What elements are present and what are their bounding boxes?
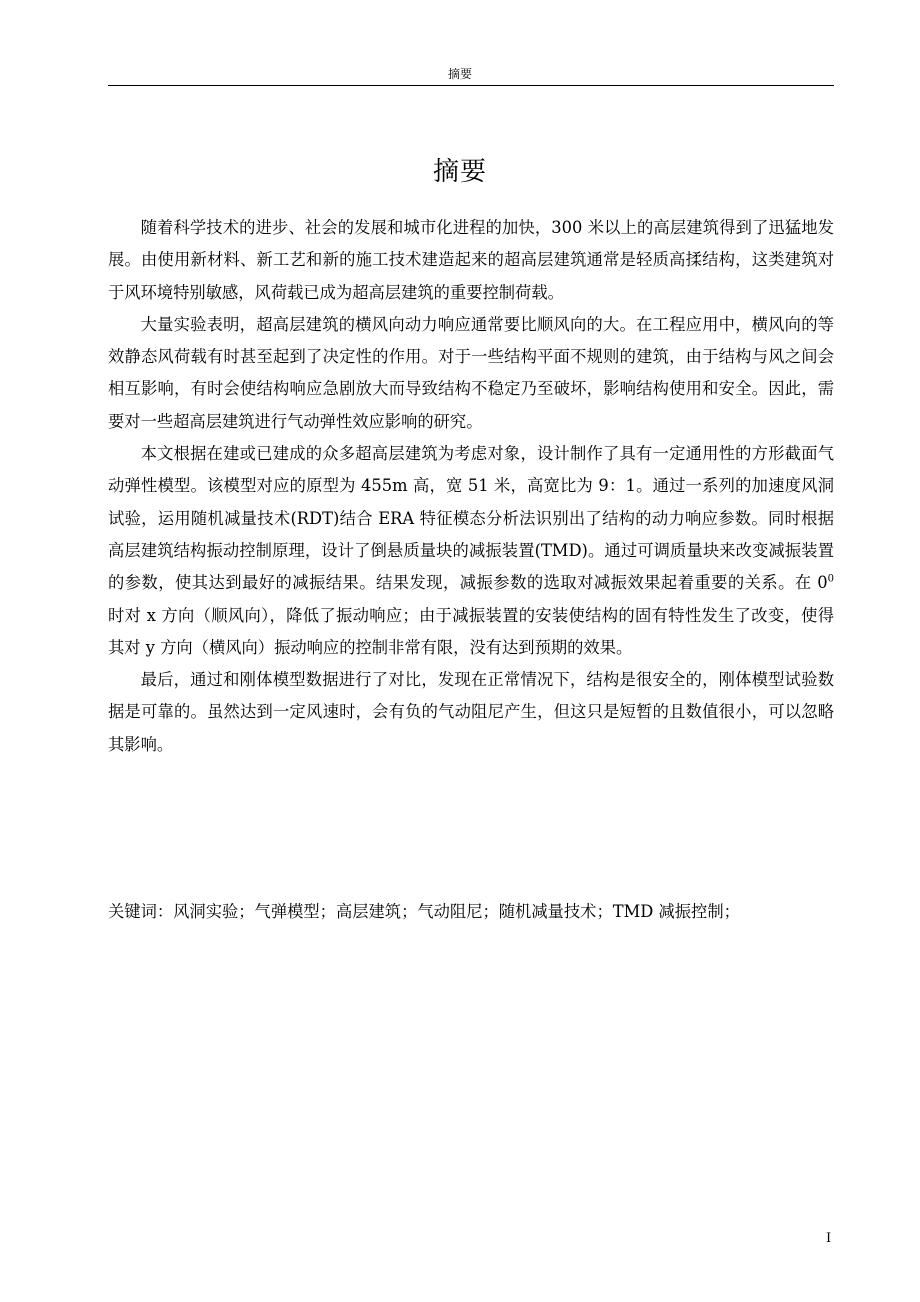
paragraph-3 <box>108 438 834 664</box>
paragraph-3-part-1: 本文根据在建或已建成的众多超高层建筑为考虑对象，设计制作了具有一定通用性的方形截面气动弹性模型。该模型对应的原型为 455m 高，宽 51 米，高宽比为 9：1。通过一系列的加速度风洞试验，运用随机减量技术(RDT)结合 ERA 特征模态分析法识别出了结构的动力响应参数。同时根据高层建筑结构振动控制原理，设计了倒悬质量块的减振装置(TMD)。通过可调质量块来改变减振装置的参数，使其达到最好的减振结果。结果发现，减振参数的选取对减振效果起着重要的关系。在 0 <box>108 444 834 593</box>
page-number: I <box>826 1231 832 1246</box>
degree-superscript: 0 <box>827 573 834 585</box>
keywords-line: 关键词：风洞实验；气弹模型；高层建筑；气动阻尼；随机减量技术；TMD 减振控制； <box>108 902 740 921</box>
header-rule <box>108 85 834 86</box>
paragraph-1: 随着科学技术的进步、社会的发展和城市化进程的加快，300 米以上的高层建筑得到了迅猛地发展。由使用新材料、新工艺和新的施工技术建造起来的超高层建筑通常是轻质高揉结构，这类建筑对于风环境特别敏感，风荷载已成为超高层建筑的重要控制荷载。 <box>108 218 834 302</box>
paragraph-4: 最后，通过和刚体模型数据进行了对比，发现在正常情况下，结构是很安全的，刚体模型试验数据是可靠的。虽然达到一定风速时，会有负的气动阻尼产生，但这只是短暂的且数值很小，可以忽略其影响。 <box>108 670 834 754</box>
running-header: 摘要 <box>447 67 472 81</box>
abstract-body <box>108 212 834 761</box>
paragraph-3-part-2: 时对 x 方向（顺风向），降低了振动响应；由于减振装置的安装使结构的固有特性发生了改变，使得其对 y 方向（横风向）振动响应的控制非常有限，没有达到预期的效果。 <box>108 605 834 657</box>
paragraph-2: 大量实验表明，超高层建筑的横风向动力响应通常要比顺风向的大。在工程应用中，横风向的等效静态风荷载有时甚至起到了决定性的作用。对于一些结构平面不规则的建筑，由于结构与风之间会相互影响，有时会使结构响应急剧放大而导致结构不稳定乃至破坏，影响结构使用和安全。因此，需要对一些超高层建筑进行气动弹性效应影响的研究。 <box>108 314 834 431</box>
page-title: 摘要 <box>432 157 487 188</box>
